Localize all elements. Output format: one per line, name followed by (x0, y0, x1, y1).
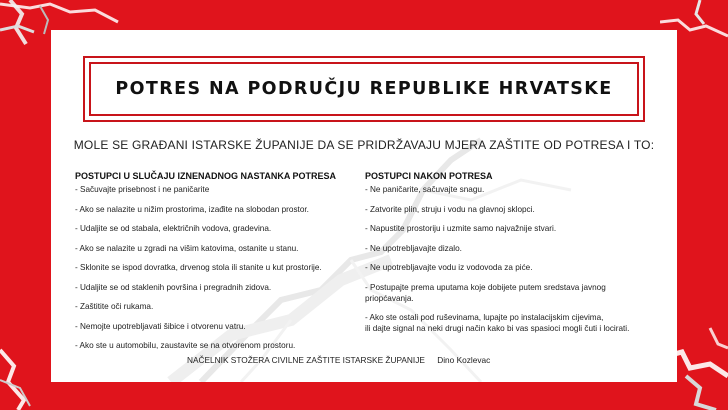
after-earthquake-heading: POSTUPCI NAKON POTRESA (365, 171, 493, 181)
during-earthquake-section (75, 171, 345, 360)
list-item: - Sklonite se ispod dovratka, drvenog stola ili stanite u kut prostorije. (75, 263, 322, 272)
signatory-name: Dino Kozlevac (437, 355, 491, 365)
list-item: - Sačuvajte prisebnost i ne paničarite (75, 185, 210, 194)
after-earthquake-section (365, 171, 665, 343)
list-item: - Ako se nalazite u nižim prostorima, izađite na slobodan prostor. (75, 204, 309, 214)
list-item: - Ako ste u automobilu, zaustavite se na otvorenom prostoru. (75, 341, 296, 350)
list-item: - Udaljite se od staklenih površina i pregradnih zidova. (75, 282, 272, 292)
signature-line (187, 355, 490, 365)
list-item: - Ako ste ostali pod ruševinama, lupajte po instalacijskim cijevima, (365, 313, 604, 322)
list-item: - Zaštitite oči rukama. (75, 302, 154, 311)
list-item-continuation: ili dajte signal na neki drugi način kako bi vas spasioci mogli čuti i locirati. (365, 324, 630, 333)
list-item: - Zatvorite plin, struju i vodu na glavnoj sklopci. (365, 204, 535, 214)
list-item: - Udaljite se od stabala, električnih vodova, gradevina. (75, 224, 272, 233)
signatory-title: NAČELNIK STOŽERA CIVILNE ZAŠTITE ISTARSKE ŽUPANIJE (187, 355, 425, 365)
during-earthquake-list (75, 184, 345, 351)
title-frame (83, 56, 645, 122)
list-item: - Ne paničarite, sačuvajte snagu. (365, 185, 485, 194)
title-inner-frame (89, 62, 639, 116)
during-earthquake-heading: POSTUPCI U SLUČAJU IZNENADNOG NASTANKA POTRESA (75, 171, 337, 181)
page-title: POTRES NA PODRUČJU REPUBLIKE HRVATSKE (115, 79, 613, 99)
list-item: - Postupajte prema uputama koje dobijete putem sredstava javnog (365, 282, 606, 292)
after-earthquake-list (365, 184, 665, 334)
list-item: - Ako se nalazite u zgradi na višim katovima, ostanite u stanu. (75, 243, 299, 253)
list-item: - Ne upotrebljavajte dizalo. (365, 243, 462, 253)
notice-subtitle: MOLE SE GRAĐANI ISTARSKE ŽUPANIJE DA SE PRIDRŽAVAJU MJERA ZAŠTITE OD POTRESA I TO: (73, 138, 655, 152)
list-item: - Nemojte upotrebljavati šibice i otvorenu vatru. (75, 321, 246, 331)
list-item-continuation: priopćavanja. (365, 293, 414, 303)
list-item: - Ne upotrebljavajte vodu iz vodovoda za piće. (365, 263, 533, 272)
notice-card (51, 30, 677, 382)
list-item: - Napustite prostoriju i uzmite samo najvažnije stvari. (365, 224, 557, 233)
